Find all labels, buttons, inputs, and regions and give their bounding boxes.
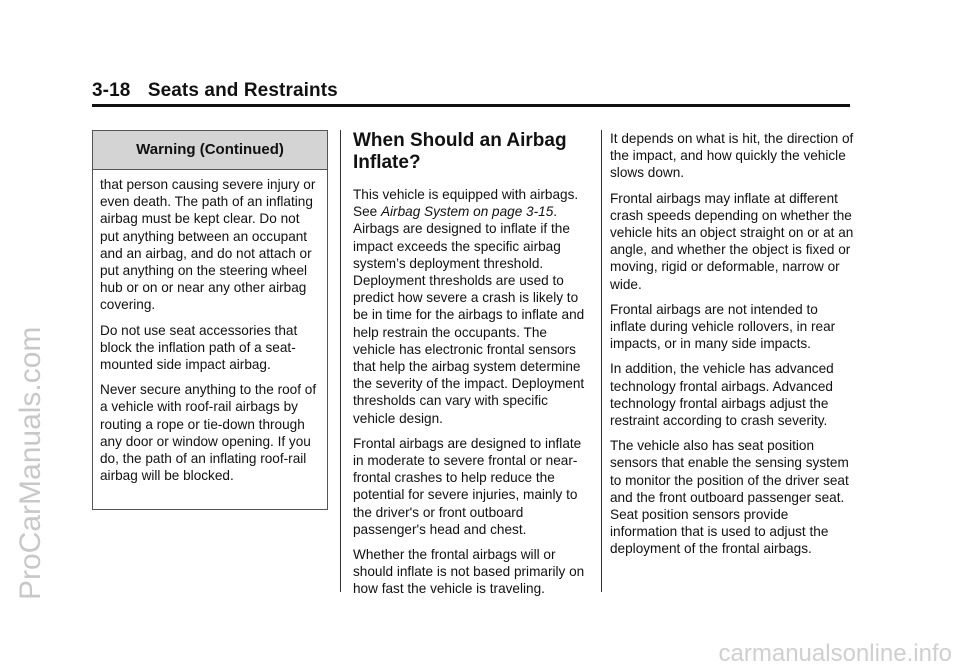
body-paragraph: Frontal airbags may inflate at different crash speeds depending on whether the vehicle hits an object straight on or at an angle, and whether the object is fixed or moving, rigid or deformable, narrow or wide. xyxy=(610,190,854,292)
body-paragraph: Frontal airbags are designed to inflate in moderate to severe frontal or near-frontal crashes to help reduce the potential for severe injuries, mainly to the driver's or front outboard passenger's head and chest. xyxy=(353,435,582,537)
right-column xyxy=(610,130,855,566)
column-divider xyxy=(340,130,341,592)
paragraph-text: . Airbags are designed to inflate if the impact exceeds the specific airbag system’s deployment threshold. Deployment thresholds are used to predict how severe a crash is likely to be in time for the airbags to inflate and help restrain the occupants. The vehicle has electronic frontal sensors that help the airbag system determine the severity of the impact. Deployment thresholds can vary with specific vehicle design. xyxy=(353,204,585,426)
body-paragraph: In addition, the vehicle has advanced technology frontal airbags. Advanced technology frontal airbags adjust the restraint according to crash severity. xyxy=(610,361,834,429)
warning-paragraph: that person causing severe injury or even death. The path of an inflating airbag must be kept clear. Do not put anything between an occupant and an airbag, and do not attach or put anything on the steering wheel hub or on or near any other airbag covering. xyxy=(100,177,316,313)
warning-paragraph: Never secure anything to the roof of a vehicle with roof-rail airbags by routing a rope or tie-down through any door or window opening. If you do, the path of an inflating roof-rail airbag will be blocked. xyxy=(100,382,317,484)
bottom-watermark: carmanualsonline.info xyxy=(718,640,952,667)
warning-box xyxy=(92,130,328,510)
warning-paragraph: Do not use seat accessories that block the inflation path of a seat-mounted side impact airbag. xyxy=(100,322,298,373)
middle-column xyxy=(353,130,593,606)
header-divider xyxy=(92,104,850,107)
body-paragraph: Whether the frontal airbags will or should inflate is not based primarily on how fast the vehicle is traveling. xyxy=(353,547,585,597)
body-paragraph: It depends on what is hit, the direction of the impact, and how quickly the vehicle slows down. xyxy=(610,131,854,181)
body-paragraph xyxy=(353,186,593,427)
paragraph-text: This vehicle is equipped with airbags. See xyxy=(353,187,579,220)
warning-title: Warning (Continued) xyxy=(93,131,327,170)
side-watermark: ProCarManuals.com xyxy=(14,326,47,600)
page-header xyxy=(92,80,338,102)
column-divider xyxy=(601,130,602,592)
page-number: 3-18 xyxy=(92,80,131,101)
section-title: Seats and Restraints xyxy=(147,80,338,101)
body-paragraph: Frontal airbags are not intended to inflate during vehicle rollovers, in rear impacts, or in many side impacts. xyxy=(610,301,836,352)
section-heading: When Should an Airbag Inflate? xyxy=(353,130,567,173)
cross-reference-link[interactable]: Airbag System on page 3-15 xyxy=(380,204,554,220)
warning-body xyxy=(93,170,327,484)
body-paragraph: The vehicle also has seat position sensors that enable the sensing system to monitor the position of the driver seat and the front outboard passenger seat. Seat position sensors provide information that is used to adjust the deployment of the frontal airbags. xyxy=(610,438,849,557)
